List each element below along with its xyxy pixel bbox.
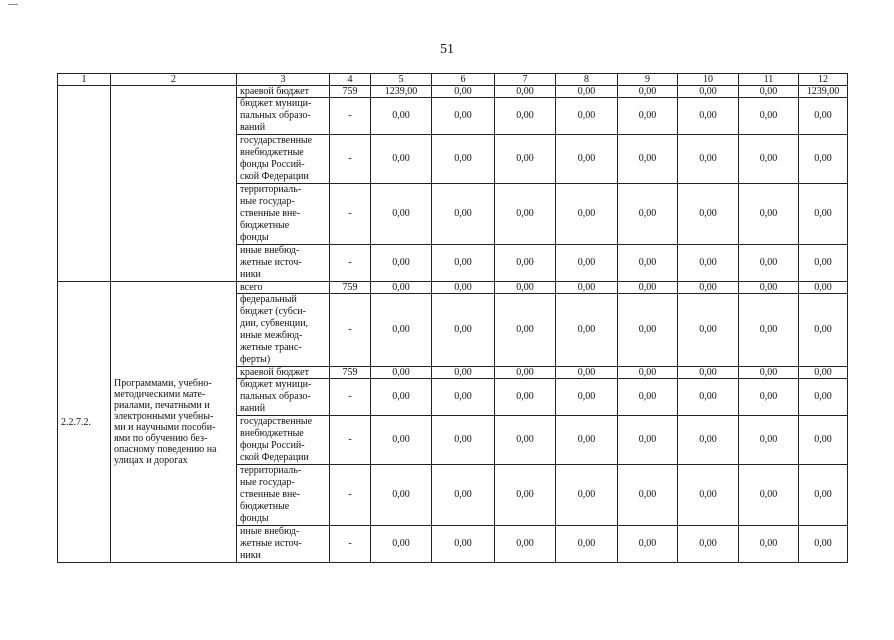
amount-cell: 0,00 bbox=[678, 379, 739, 416]
code-value: - bbox=[330, 526, 371, 563]
amount-cell: 0,00 bbox=[678, 367, 739, 379]
amount-cell: 0,00 bbox=[739, 86, 799, 98]
funding-source: иные внебюд- жетные источ- ники bbox=[237, 526, 330, 563]
amount-cell: 0,00 bbox=[678, 245, 739, 282]
amount-cell: 0,00 bbox=[495, 282, 556, 294]
amount-cell: 0,00 bbox=[799, 135, 848, 184]
amount-cell: 0,00 bbox=[799, 416, 848, 465]
amount-cell: 0,00 bbox=[739, 367, 799, 379]
amount-cell: 0,00 bbox=[678, 465, 739, 526]
amount-cell: 0,00 bbox=[495, 367, 556, 379]
amount-cell: 0,00 bbox=[371, 367, 432, 379]
amount-cell: 1239,00 bbox=[371, 86, 432, 98]
funding-source: бюджет муници- пальных образо- ваний bbox=[237, 98, 330, 135]
amount-cell: 0,00 bbox=[495, 526, 556, 563]
amount-cell: 0,00 bbox=[432, 245, 495, 282]
header-row bbox=[58, 74, 848, 86]
amount-cell: 0,00 bbox=[556, 379, 618, 416]
amount-cell: 0,00 bbox=[618, 526, 678, 563]
amount-cell: 0,00 bbox=[432, 98, 495, 135]
column-header: 7 bbox=[495, 74, 556, 86]
code-value: 759 bbox=[330, 86, 371, 98]
funding-source: федеральный бюджет (субси- дии, субвенции, иные межбюд- жетные транс- ферты) bbox=[237, 294, 330, 367]
amount-cell: 0,00 bbox=[495, 86, 556, 98]
code-value: - bbox=[330, 245, 371, 282]
amount-cell: 0,00 bbox=[739, 526, 799, 563]
amount-cell: 0,00 bbox=[739, 135, 799, 184]
code-value: - bbox=[330, 294, 371, 367]
funding-source: краевой бюджет bbox=[237, 367, 330, 379]
amount-cell: 0,00 bbox=[678, 135, 739, 184]
funding-source: территориаль- ные государ- ственные вне- бюджетные фонды bbox=[237, 465, 330, 526]
amount-cell: 0,00 bbox=[495, 294, 556, 367]
item-description: Программами, учебно- методическими мате- риалами, печатными и электронными учебны- ми и научными пособи- ями по обучению без- опасному поведению на улицах и дорогах bbox=[111, 282, 237, 563]
amount-cell: 0,00 bbox=[371, 135, 432, 184]
amount-cell: 0,00 bbox=[618, 465, 678, 526]
code-value: - bbox=[330, 379, 371, 416]
amount-cell: 0,00 bbox=[678, 294, 739, 367]
column-header: 6 bbox=[432, 74, 495, 86]
amount-cell: 0,00 bbox=[799, 98, 848, 135]
amount-cell: 0,00 bbox=[739, 294, 799, 367]
amount-cell: 0,00 bbox=[556, 98, 618, 135]
column-header: 10 bbox=[678, 74, 739, 86]
funding-source: всего bbox=[237, 282, 330, 294]
amount-cell: 0,00 bbox=[678, 416, 739, 465]
amount-cell: 0,00 bbox=[432, 294, 495, 367]
amount-cell: 0,00 bbox=[678, 282, 739, 294]
funding-source: иные внебюд- жетные источ- ники bbox=[237, 245, 330, 282]
amount-cell: 0,00 bbox=[432, 379, 495, 416]
column-header: 9 bbox=[618, 74, 678, 86]
amount-cell: 0,00 bbox=[495, 245, 556, 282]
column-header: 1 bbox=[58, 74, 111, 86]
amount-cell: 0,00 bbox=[678, 86, 739, 98]
amount-cell: 0,00 bbox=[432, 526, 495, 563]
amount-cell: 0,00 bbox=[432, 184, 495, 245]
amount-cell: 0,00 bbox=[739, 282, 799, 294]
amount-cell: 0,00 bbox=[678, 98, 739, 135]
amount-cell: 0,00 bbox=[432, 86, 495, 98]
amount-cell: 0,00 bbox=[432, 416, 495, 465]
amount-cell: 0,00 bbox=[432, 465, 495, 526]
amount-cell: 0,00 bbox=[799, 367, 848, 379]
code-value: - bbox=[330, 98, 371, 135]
amount-cell: 0,00 bbox=[618, 294, 678, 367]
amount-cell: 0,00 bbox=[739, 98, 799, 135]
amount-cell: 0,00 bbox=[371, 282, 432, 294]
amount-cell: 0,00 bbox=[556, 465, 618, 526]
item-code: 2.2.7.2. bbox=[58, 282, 111, 563]
amount-cell: 0,00 bbox=[556, 367, 618, 379]
amount-cell: 0,00 bbox=[618, 367, 678, 379]
amount-cell: 0,00 bbox=[739, 245, 799, 282]
amount-cell: 0,00 bbox=[495, 135, 556, 184]
amount-cell: 0,00 bbox=[678, 184, 739, 245]
column-header: 5 bbox=[371, 74, 432, 86]
amount-cell: 0,00 bbox=[618, 86, 678, 98]
amount-cell: 0,00 bbox=[618, 245, 678, 282]
column-header: 8 bbox=[556, 74, 618, 86]
amount-cell: 0,00 bbox=[618, 135, 678, 184]
code-value: 759 bbox=[330, 367, 371, 379]
amount-cell: 0,00 bbox=[495, 465, 556, 526]
code-value: 759 bbox=[330, 282, 371, 294]
column-header: 11 bbox=[739, 74, 799, 86]
amount-cell: 0,00 bbox=[618, 184, 678, 245]
amount-cell: 0,00 bbox=[739, 416, 799, 465]
amount-cell: 0,00 bbox=[432, 135, 495, 184]
funding-source: бюджет муници- пальных образо- ваний bbox=[237, 379, 330, 416]
amount-cell: 0,00 bbox=[432, 367, 495, 379]
amount-cell: 0,00 bbox=[556, 294, 618, 367]
amount-cell: 0,00 bbox=[495, 184, 556, 245]
amount-cell: 0,00 bbox=[495, 379, 556, 416]
amount-cell: 0,00 bbox=[618, 282, 678, 294]
code-cell-empty bbox=[58, 86, 111, 282]
budget-table bbox=[57, 73, 848, 563]
amount-cell: 1239,00 bbox=[799, 86, 848, 98]
page-number: 51 bbox=[440, 42, 454, 57]
funding-source: государственные внебюджетные фонды Россий- ской Федерации bbox=[237, 135, 330, 184]
code-value: - bbox=[330, 135, 371, 184]
amount-cell: 0,00 bbox=[371, 245, 432, 282]
amount-cell: 0,00 bbox=[371, 526, 432, 563]
amount-cell: 0,00 bbox=[556, 282, 618, 294]
amount-cell: 0,00 bbox=[799, 294, 848, 367]
funding-source: территориаль- ные государ- ственные вне- бюджетные фонды bbox=[237, 184, 330, 245]
funding-source: краевой бюджет bbox=[237, 86, 330, 98]
table-row bbox=[58, 86, 848, 98]
amount-cell: 0,00 bbox=[739, 184, 799, 245]
scan-mark bbox=[8, 4, 18, 5]
amount-cell: 0,00 bbox=[556, 416, 618, 465]
column-header: 12 bbox=[799, 74, 848, 86]
amount-cell: 0,00 bbox=[618, 98, 678, 135]
column-header: 3 bbox=[237, 74, 330, 86]
code-value: - bbox=[330, 416, 371, 465]
amount-cell: 0,00 bbox=[678, 526, 739, 563]
amount-cell: 0,00 bbox=[371, 465, 432, 526]
amount-cell: 0,00 bbox=[556, 526, 618, 563]
amount-cell: 0,00 bbox=[618, 416, 678, 465]
amount-cell: 0,00 bbox=[371, 184, 432, 245]
amount-cell: 0,00 bbox=[371, 379, 432, 416]
table-row bbox=[58, 282, 848, 294]
amount-cell: 0,00 bbox=[799, 465, 848, 526]
amount-cell: 0,00 bbox=[556, 245, 618, 282]
amount-cell: 0,00 bbox=[618, 379, 678, 416]
amount-cell: 0,00 bbox=[739, 379, 799, 416]
amount-cell: 0,00 bbox=[432, 282, 495, 294]
amount-cell: 0,00 bbox=[799, 379, 848, 416]
amount-cell: 0,00 bbox=[799, 245, 848, 282]
column-header: 4 bbox=[330, 74, 371, 86]
amount-cell: 0,00 bbox=[799, 184, 848, 245]
amount-cell: 0,00 bbox=[556, 135, 618, 184]
amount-cell: 0,00 bbox=[799, 526, 848, 563]
amount-cell: 0,00 bbox=[799, 282, 848, 294]
code-value: - bbox=[330, 465, 371, 526]
amount-cell: 0,00 bbox=[371, 416, 432, 465]
amount-cell: 0,00 bbox=[371, 294, 432, 367]
description-cell-empty bbox=[111, 86, 237, 282]
funding-source: государственные внебюджетные фонды Россий- ской Федерации bbox=[237, 416, 330, 465]
amount-cell: 0,00 bbox=[371, 98, 432, 135]
amount-cell: 0,00 bbox=[556, 184, 618, 245]
code-value: - bbox=[330, 184, 371, 245]
column-header: 2 bbox=[111, 74, 237, 86]
amount-cell: 0,00 bbox=[495, 98, 556, 135]
amount-cell: 0,00 bbox=[739, 465, 799, 526]
amount-cell: 0,00 bbox=[556, 86, 618, 98]
amount-cell: 0,00 bbox=[495, 416, 556, 465]
